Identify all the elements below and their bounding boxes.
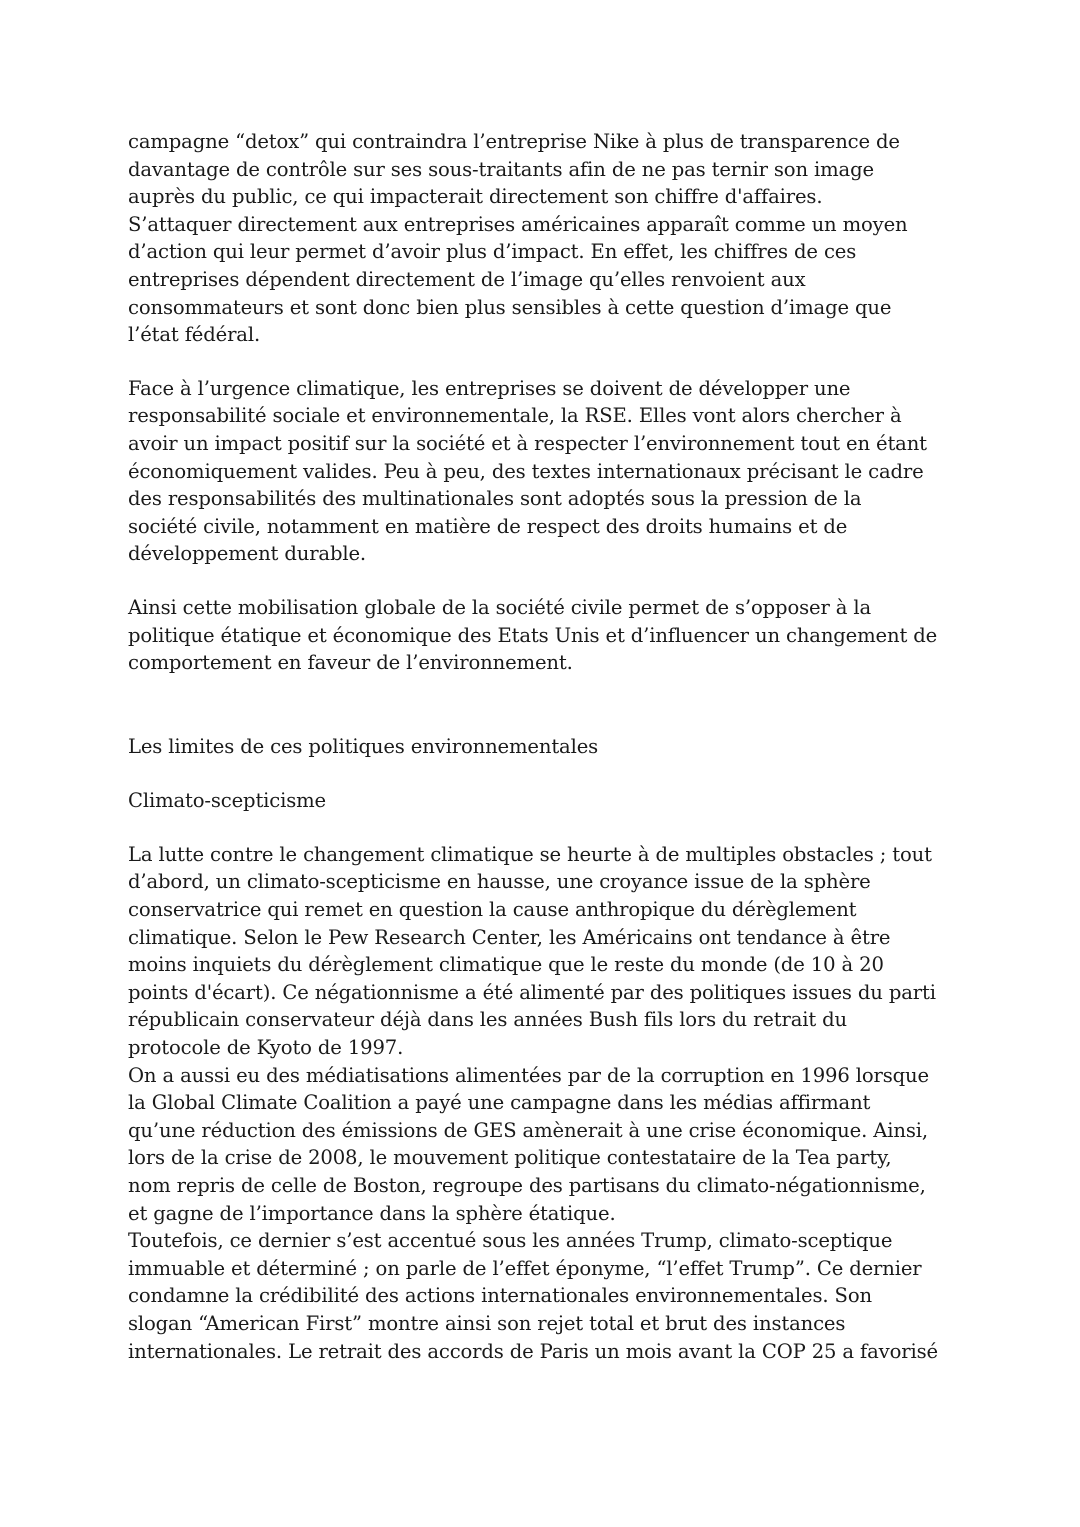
section-spacer [128, 677, 960, 733]
heading-spacer [128, 815, 960, 841]
paragraph-rse: Face à l’urgence climatique, les entreprises se doivent de développer une responsabilité sociale et environnementale, la RSE. Elles vont alors chercher à avoir un impact positif sur la société et à respecter l’environnement tout en étant économiquement valides. Peu à peu, des textes internationaux précisant le cadre des responsabilités des multinationales sont adoptés sous la pression de la société civile, notamment en matière de respect des droits humains et de développement durable. [128, 376, 927, 566]
subsection-heading: Climato-scepticisme [128, 789, 327, 813]
paragraph-spacer [128, 349, 960, 375]
paragraph-spacer [128, 568, 960, 594]
heading-spacer [128, 760, 960, 787]
paragraph-climate-skepticism: La lutte contre le changement climatique se heurte à de multiples obstacles ; tout d’abord, un climato-scepticisme en hausse, une croyance issue de la sphère conservatrice qui remet en question la cause anthropique du dérèglement climatique. Selon le Pew Research Center, les Américains ont tendance à être moins inquiets du dérèglement climatique que le reste du monde (de 10 à 20 points d'écart). Ce négationnisme a été alimenté par des politiques issues du parti républicain conservateur déjà dans les années Bush fils lors du retrait du protocole de Kyoto de 1997. On a aussi eu des médiatisations alimentées par de la corruption en 1996 lorsque la Global Climate Coalition a payé une campagne dans les médias affirmant qu’une réduction des émissions de GES amènerait à une crise économique. Ainsi, lors de la crise de 2008, le mouvement politique contestataire de la Tea party, nom repris de celle de Boston, regroupe des partisans du climato-négationnisme, et gagne de l’importance dans la sphère étatique. Toutefois, ce dernier s’est accentué sous les années Trump, climato-sceptique immuable et déterminé ; on parle de l’effet éponyme, “l’effet Trump”. Ce dernier condamne la crédibilité des actions internationales environnementales. Son slogan “American First” montre ainsi son rejet total et brut des instances internationales. Le retrait des accords de Paris un mois avant la COP 25 a favorisé [128, 842, 938, 1363]
paragraph-detox-campaign: campagne “detox” qui contraindra l’entreprise Nike à plus de transparence de davantage de contrôle sur ses sous-traitants afin de ne pas ternir son image auprès du public, ce qui impacterait directement son chiffre d'affaires. S’attaquer directement aux entreprises américaines apparaît comme un moyen d’action qui leur permet d’avoir plus d’impact. En effet, les chiffres de ces entreprises dépendent directement de l’image qu’elles renvoient aux consommateurs et sont donc bien plus sensibles à cette question d’image que l’état fédéral. [128, 130, 908, 347]
paragraph-civil-society-conclusion: Ainsi cette mobilisation globale de la société civile permet de s’opposer à la politique étatique et économique des Etats Unis et d’influencer un changement de comportement en faveur de l’environnement. [128, 595, 938, 675]
section-heading: Les limites de ces politiques environnementales [128, 734, 599, 758]
